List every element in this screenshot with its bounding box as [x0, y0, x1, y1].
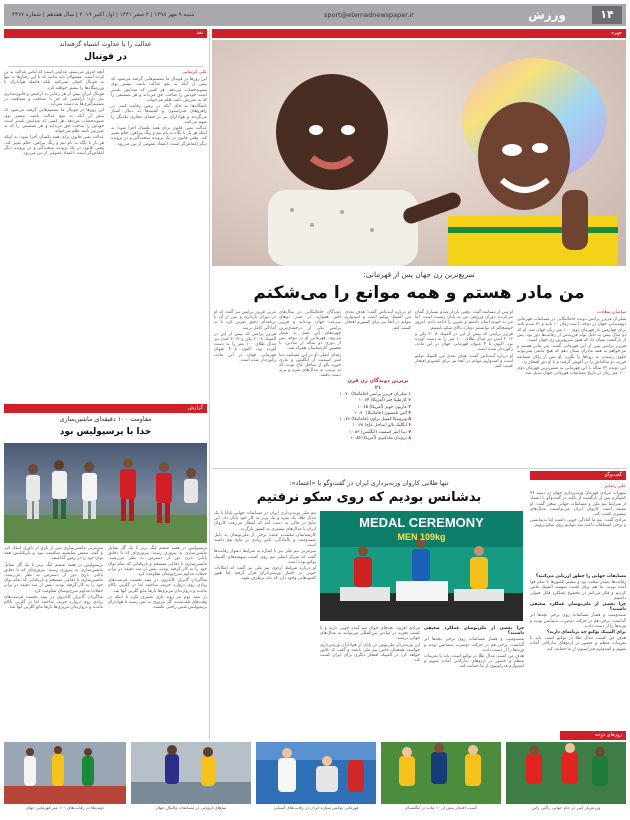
interview-col-b: تیم ملی وزنه‌برداری ایران در مسابقات جهانی پاتایا با یک مدال طلا، یک نقره و یک برنز به کار خود پایان داد. این نتایج در حالی به دست آمد که انتظار می‌رفت کاروان ایران با مدال‌های بیشتری به کشور بازگردد. کارشناسان معتقدند غیبت برخی از ملی‌پوشان به دلیل مصدومیت و ناآمادگی، تاثیر زیادی بر نتایج تیم داشته است. سرمربی تیم ملی نیز با اشاره به شرایط دشوار رقابت‌ها گفت که تمرکز اصلی تیم روی کسب سهمیه‌های المپیک توکیو بوده است. او درباره شرایط اردوی تیم ملی نیز گفت که امکانات خوبی در اختیار وزنه‌برداران قرار گرفته اما هنوز کمبودهایی وجود دارد که باید برطرف شود. — [214, 511, 316, 582]
page-number: ۱۴ — [592, 6, 622, 24]
strip-caption-1: ورزش‌یار آیین در جام جهانی راگبی ژاپن — [531, 805, 601, 810]
ranking-entry: ماریون جونز (آمریکا) ۱۰.۶۵ — [357, 404, 407, 410]
photo-strip — [4, 742, 626, 812]
strip-photo-5 — [4, 742, 126, 804]
opinion-tag: نقد — [4, 29, 207, 38]
strip-photo-1 — [506, 742, 626, 804]
report-tag: گزارش — [4, 404, 207, 413]
ranking-row — [345, 436, 411, 442]
strip-caption-5: دونده‌ها در رقابت‌های ۱۰۰ متر قهرمانی جهان — [25, 805, 104, 810]
section-name: ورزش — [528, 8, 566, 22]
ranking-number: ۱ — [406, 392, 411, 397]
question-2: چرا بعضی از ملی‌پوشان عملکرد ضعیفی داشتند؟ — [530, 602, 626, 613]
ranking-number: ۶ — [406, 423, 411, 429]
main-strip-column: او درباره آینده‌اش گفت: هدف بعدی من المپیک توکیو است و امیدوارم بتوانم در آنجا نیز برای کشورم افتخار کسب کنم. — [345, 310, 411, 331]
opinion-body: علی کریمایی این روزها در فوتبال ما تصمیم‌هایی گرفته می‌شود که پیش از آنکه به نفع عدالت باشد، بیشتر بوی تسویه‌حساب می‌دهد. هر کسی که صدایش بلندتر است خودش را صاحب حق می‌داند و هر تصمیمی را که به ضررش باشد ظلم می‌خواند. باشگاه‌ها به جای آنکه در زمین رقابت کنند، در راهروهای فدراسیون و کمیته‌ها به دنبال امتیاز می‌گردند و هواداران نیز در فضای مجازی یکدیگر را متهم می‌کنند. عدالت یعنی قانون برای همه یکسان اجرا شود؛ نه اینکه هر بار با نگاه به نام تیم و رنگ پیراهن، حکم تغییر کند. وقتی قانون در یک پرونده سخت‌گیر و در پرونده دیگر اغماض‌گر است، اعتماد عمومی از بین می‌رود. آنچه امروز می‌بینیم، عداوتی است که لباس عدالت به تن کرده است. مسئولان باید بدانند که با این رفتارها نه تنها به فوتبال کمکی نمی‌کنند بلکه فاصله هواداران با ورزشگاه‌ها را بیشتر خواهند کرد. فوتبال ایران بیش از هر زمانی به آرامش و قانون‌مداری نیاز دارد؛ آرامشی که جز با صداقت و شفافیت در تصمیم‌گیری‌ها به دست نمی‌آید. این روزها در فوتبال ما تصمیم‌هایی گرفته می‌شود که پیش از آنکه به نفع عدالت باشد، بیشتر بوی تسویه‌حساب می‌دهد. هر کسی که صدایش بلندتر است خودش را صاحب حق می‌داند و هر تصمیمی را که به ضررش باشد ظلم می‌خواند. عدالت یعنی قانون برای همه یکسان اجرا شود؛ نه اینکه هر بار با نگاه به نام تیم و رنگ پیراهن، حکم تغییر کند. وقتی قانون در یک پرونده سخت‌گیر و در پرونده دیگر اغماض‌گر است، اعتماد عمومی از بین می‌رود. — [4, 70, 207, 157]
ranking-entry: شلی‌ان فریزر پرایس (جامائیکا) ۱۰.۷۰ — [339, 392, 407, 397]
interview-author: علی رضایی — [603, 484, 626, 489]
opinion-kicker: عدالت را با عداوت اشتباه گرفته‌اند — [59, 40, 152, 48]
ranking-title: برترین دوندگان زن قرن ۲۱ — [347, 378, 409, 391]
profile-tag: چهره — [212, 29, 626, 38]
ranking-entry: الین تامسون (جامائیکا) ۱۰.۷۰ — [353, 410, 407, 416]
ranking-number: ۸ — [406, 436, 411, 442]
main-photo — [212, 40, 626, 266]
opinion-headline: در فوتبال — [84, 52, 127, 62]
strip-caption-3: قهرمانی بوکس ستاره ایران در رقابت‌های آسیایی — [273, 805, 359, 810]
question-1: مسابقات جهانی را چطور ارزیابی می‌کنید؟ — [535, 574, 626, 579]
question-3: برای المپیک توکیو چه برنامه‌ای دارید؟ — [547, 630, 626, 636]
strip-photo-3 — [256, 742, 376, 804]
website-link[interactable]: sport@etemadnewspaper.ir — [324, 11, 414, 19]
page-header — [4, 4, 626, 26]
date-line: شنبه ۹ مهر ۱۳۹۸ | ۲ صفر ۱۴۴۱ | اول اکتبر ۲۰۱۹ | سال هفدهم | شماره ۴۴۷۷ — [12, 12, 195, 18]
main-headline: من مادر هستم و همه موانع را می‌شکنم — [253, 283, 585, 303]
interview-qa: مسابقات جهانی را چطور ارزیابی می‌کنید؟ رقابت‌ها بسیار سخت بود و بیشتر کشورها با تمام قوا آمده بودند. ما هم برای کسب سهمیه المپیک تلاش کردیم و فکر می‌کنم در مجموع عملکرد قابل قبولی داشتیم. چرا بعضی از ملی‌پوشان عملکرد ضعیفی داشتند؟ مصدومیت و فشار مسابقات روی برخی بچه‌ها اثر گذاشت. برخی هم در حرکت دوضرب بدشانس بودند و وزنه‌ها را از دست دادند. برای المپیک توکیو چه برنامه‌ای دارید؟ هدف من کسب مدال طلا در توکیو است. باید با تمرینات منظم و حضور در اردوهای تدارکاتی آماده شویم و امیدوارم فدراسیون از ما حمایت کند. — [530, 574, 626, 652]
ranking-entry: تری‌یان مک‌کنزی (آمریکا) ۱۰.۸۵ — [350, 436, 407, 442]
interview-kicker: تنها طلایی کاروان وزنه‌برداری ایران در گفت‌وگو با «اعتماد»: — [289, 479, 449, 487]
strip-caption-2: کسب افتخار بیش از ۱۰ ماده در انگلستان — [405, 805, 477, 810]
main-right-column: سامیان سعادت شلی‌ان فریزر پرایس دونده جامائیکایی در مسابقات قهرمانی دوومیدانی جهان در دوحه با ثبت زمان ۱۰ ثانیه و ۷۱ صدم ثانیه برای چهارمین بار قهرمان دوی ۱۰۰ متر زنان جهان شد. او که دو سال پیش به دلیل تولد فرزندش از رقابت‌ها دور بود، پس از بازگشت نشان داد که هنوز سریع‌ترین زن جهان است. فریزر پرایس پس از این قهرمانی گفت: من مادر هستم و می‌خواهم به همه مادران نشان دهم که هیچ مانعی نمی‌تواند جلوی رسیدن به رویاها را بگیرد. او پس از پایان مسابقه فرزند دو ساله‌اش را در آغوش گرفت و با او دور افتخار زد. این دونده ۳۲ ساله با این قهرمانی به مسن‌ترین قهرمان دوی ۱۰۰ متر زنان در تاریخ مسابقات قهرمانی جهان تبدیل شد. — [517, 310, 627, 377]
report-kicker: مقاومت ۱۰۰ دقیقه‌ای ماشین‌سازی — [59, 415, 152, 423]
ranking-number: ۲ — [406, 398, 411, 404]
football-match-image — [4, 443, 207, 543]
strip-photo-4 — [131, 742, 251, 804]
opinion-author: علی کریمایی — [182, 70, 207, 75]
ranking-number: ۳ — [406, 404, 411, 410]
main-kicker: سریع‌ترین زن جهان پس از قهرمانی: — [363, 270, 475, 279]
ranking-number: ۴ — [406, 410, 411, 416]
medal-ceremony-photo — [320, 511, 523, 621]
ranking-entry: کارملیتا جتر (آمریکا) ۱۰.۶۴ — [358, 398, 407, 404]
main-left-column: دوندگان جامائیکایی در سال‌های اخیر همواره در صدر دوهای سرعت جهان بوده‌اند و فریزر پرایس یکی از درخشان‌ترین چهره‌های این نسل به شمار می‌رود. قهرمانی او در دوحه پس از دوری دو ساله از میادین، با تحسین کارشناسان همراه شد. رقبای اصلی او در این مسابقه دینا اشر اسمیت از انگلیس و ماری جوزه تالو از ساحل عاج بودند که به ترتیب به مدال‌های نقره و برنز دست یافتند. مربی فریزر پرایس نیز گفت که او در دوران بارداری و پس از آن با برنامه‌ای دقیق تمرین کرد تا به آمادگی کامل برسد. فریزر پرایس که پیش از این در المپیک ۲۰۰۸ پکن و ۲۰۱۲ لندن نیز مدال طلای ۱۰۰ متر را به دست آورده بود، اکنون با ۴ عنوان قهرمانی جهان در این ماده، رکورددار شده است. — [214, 310, 341, 379]
report-body: پرسپولیس در هفته ششم لیگ برتر با یک گل مقابل ماشین‌سازی به پیروزی رسید؛ پیروزی‌ای که تا دقایق پایانی بازی دور از دسترس به نظر می‌رسید. ماشین‌سازی با دفاعی منسجم و بازیکنانی که تمام توان خود را به کار گرفته بودند، بیش از صد دقیقه در برابر حملات مداوم سرخ‌پوشان مقاومت کرد. شاگردان گابریل کالدرون در نیمه نخست فرصت‌های زیادی روی دروازه حریف ساختند اما در گلزنی ناکام ماندند و دروازه‌بان تبریزی‌ها بارها مانع گلزنی آنها شد. در نیمه دوم نیز روند بازی تغییری نکرد تا اینکه در وقت‌های تلف‌شده، گل پیروزی به ثمر رسید تا هواداران پرسپولیس نفس راحتی بکشند. سرمربی ماشین‌سازی پس از بازی از داوری انتقاد کرد و گفت تیمش شایسته شکست نبود و بازیکنانش همه توان خود را در زمین گذاشتند. پرسپولیس در هفته ششم لیگ برتر با یک گل مقابل ماشین‌سازی به پیروزی رسید؛ پیروزی‌ای که تا دقایق پایانی بازی دور از دسترس به نظر می‌رسید. ماشین‌سازی با دفاعی منسجم و بازیکنانی که تمام توان خود را به کار گرفته بودند، بیش از صد دقیقه در برابر حملات مداوم سرخ‌پوشان مقاومت کرد. شاگردان گابریل کالدرون در نیمه نخست فرصت‌های زیادی روی دروازه حریف ساختند اما در گلزنی ناکام ماندند و دروازه‌بان تبریزی‌ها بارها مانع گلزنی آنها شد. — [4, 546, 207, 611]
ranking-number: ۵ — [406, 417, 411, 423]
ranking-number: ۷ — [406, 429, 411, 435]
podium-image — [320, 511, 523, 621]
strip-caption-4: تیم‌های اروپایی در مسابقات والیبال جهان — [155, 805, 227, 810]
interview-col-d: چرا بعضی از ملی‌پوشان عملکرد ضعیفی داشتند؟ مصدومیت و فشار مسابقات روی برخی بچه‌ها اثر گذاشت. برخی هم در حرکت دوضرب بدشانس بودند و وزنه‌ها را از دست دادند. هدف من کسب مدال طلا در توکیو است. باید با تمرینات منظم و حضور در اردوهای تدارکاتی آماده شویم و امیدوارم فدراسیون از ما حمایت کند. — [424, 626, 524, 670]
strip-tag: روزهای دوحه — [560, 731, 626, 740]
ranking-entry: ویرونیکا کمپبل براون (جامائیکا) ۱۰.۷۶ — [339, 417, 407, 423]
main-middle-column: او پس از مسابقه گفت: وقتی باردار شدم بسیاری گمان می‌کردند دوران ورزشی من به پایان رسیده است. اما من به خودم ایمان داشتم و تمرین را ادامه دادم. امروز خوشحالم که توانستم دوباره بالای سکو بایستم. فریزر پرایس که پیش از این در المپیک ۲۰۰۸ پکن و ۲۰۱۲ لندن نیز مدال طلای ۱۰۰ متر را به دست آورده بود، اکنون با ۴ عنوان قهرمانی جهان در این ماده، رکورددار شده است. او درباره آینده‌اش گفت: هدف بعدی من المپیک توکیو است و امیدوارم بتوانم در آنجا نیز برای کشورم افتخار کسب کنم. — [415, 310, 513, 370]
ranking-entry: انگلیک تالو (ساحل عاج) ۱۰.۷۸ — [352, 423, 407, 429]
report-headline: خدا با پرسپولیس بود — [59, 427, 152, 437]
interview-col-c: مرادی افزود: بچه‌های جوان تیم آینده خوبی دارند و با کسب تجربه در میادین بین‌المللی می‌توانند به مدال‌های جهانی برسند. این وزنه‌بردار ملی‌پوش در پایان از هواداران وزنه‌برداری خواست همچنان حامی تیم ملی باشند و گفت که تلاش خواهد کرد در المپیک افتخار دیگری برای ایران کسب کند. — [320, 626, 420, 664]
interview-tag: گفت‌وگو — [530, 471, 626, 480]
banner-subtitle: MEN 109kg — [397, 532, 446, 542]
interview-intro: علی رضایی سهراب مرادی قهرمان وزنه‌برداری جهان در دسته ۹۶ کیلوگرم پس از بازگشت از تایلند در گفت‌وگو با اعتماد از شرایط تیم ملی و مسابقات جهانی سخن گفت. او معتقد است کاروان ایران می‌توانست مدال‌های بیشتری کسب کند. مرادی گفت: تیم ما آمادگی خوبی داشت اما بدشانسی و برخی اشتباهات باعث شد نتوانیم روی سکو برویم. — [530, 484, 626, 529]
ranking-entry: دینا اشر اسمیت (انگلیس) ۱۰.۸۳ — [348, 429, 407, 435]
strip-photo-2 — [381, 742, 501, 804]
interview-headline: بدشانس بودیم که روی سکو نرفتیم — [256, 490, 482, 505]
banner-title: MEDAL CEREMONY — [359, 515, 484, 530]
main-author: سامیان سعادت — [596, 310, 626, 315]
football-photo — [4, 443, 207, 543]
ranking-box — [339, 378, 411, 466]
mother-child-image — [212, 40, 626, 266]
ranking-list — [339, 392, 411, 442]
